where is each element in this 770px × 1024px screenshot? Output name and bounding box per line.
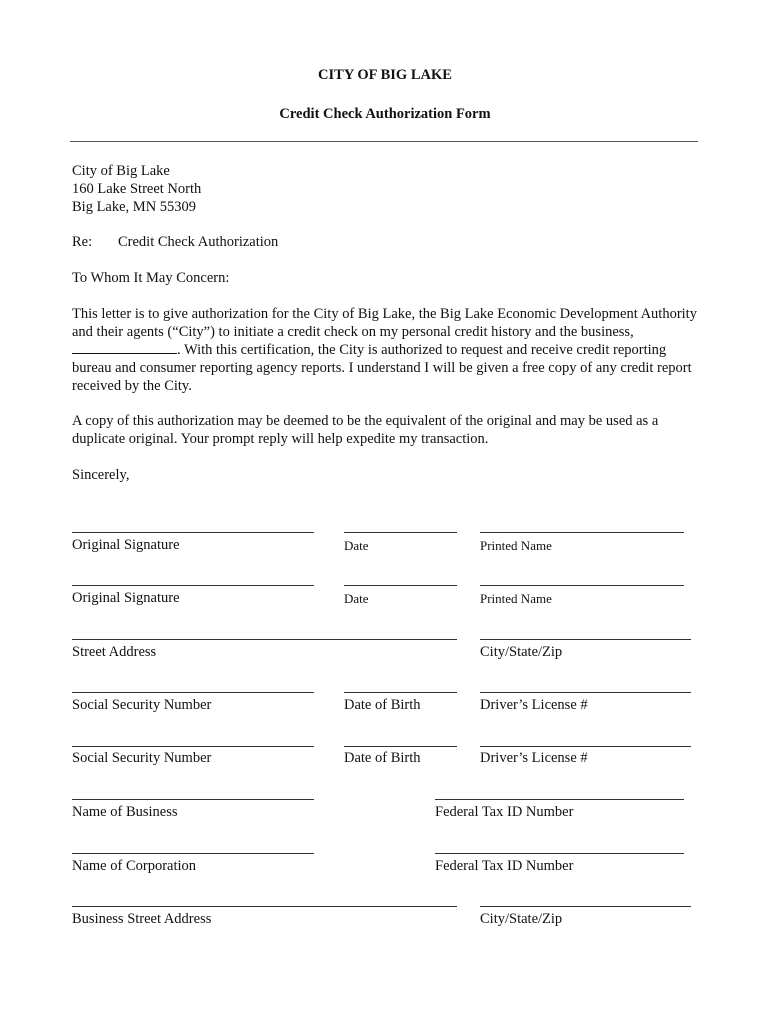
city-state-zip-label-1: City/State/Zip <box>480 644 563 660</box>
city-state-zip-label-2: City/State/Zip <box>480 911 563 927</box>
street-address-line[interactable] <box>72 639 457 640</box>
body-paragraph-2: A copy of this authorization may be deemed to be the equivalent of the original and may be used as a duplicate original. Your prompt reply will help expedite my transaction. <box>72 413 659 447</box>
date-line-2[interactable] <box>344 585 457 586</box>
city-state-zip-line-1[interactable] <box>480 639 691 640</box>
closing: Sincerely, <box>72 467 130 483</box>
salutation: To Whom It May Concern: <box>72 270 230 286</box>
date-label-1: Date <box>344 538 369 553</box>
re-label: Re: <box>72 234 93 250</box>
dob-label-2: Date of Birth <box>344 750 421 766</box>
printed-name-line-1[interactable] <box>480 532 684 533</box>
printed-name-label-1: Printed Name <box>480 538 552 553</box>
form-title: Credit Check Authorization Form <box>279 106 491 122</box>
address-line-3: Big Lake, MN 55309 <box>72 199 197 215</box>
drivers-license-label-1: Driver’s License # <box>480 697 588 713</box>
business-street-address-line[interactable] <box>72 906 457 907</box>
body-paragraph-1-part-2: . With this certification, the City is authorized to request and receive credit reporting bureau and consumer reporting agency reports. I understand I will be given a free copy of any credit report received by the City. <box>72 342 692 394</box>
date-label-2: Date <box>344 591 369 606</box>
business-name-blank[interactable] <box>72 341 177 354</box>
ssn-label-1: Social Security Number <box>72 697 212 713</box>
re-subject: Credit Check Authorization <box>118 234 279 250</box>
original-signature-label-1: Original Signature <box>72 537 180 553</box>
date-line-1[interactable] <box>344 532 457 533</box>
city-state-zip-line-2[interactable] <box>480 906 691 907</box>
federal-tax-id-label-2: Federal Tax ID Number <box>435 858 574 874</box>
original-signature-label-2: Original Signature <box>72 590 180 606</box>
ssn-line-2[interactable] <box>72 746 314 747</box>
ssn-line-1[interactable] <box>72 692 314 693</box>
printed-name-label-2: Printed Name <box>480 591 552 606</box>
street-address-label: Street Address <box>72 644 157 660</box>
printed-name-line-2[interactable] <box>480 585 684 586</box>
drivers-license-label-2: Driver’s License # <box>480 750 588 766</box>
federal-tax-id-line-1[interactable] <box>435 799 684 800</box>
business-street-address-label: Business Street Address <box>72 911 212 927</box>
drivers-license-line-1[interactable] <box>480 692 691 693</box>
dob-line-1[interactable] <box>344 692 457 693</box>
federal-tax-id-line-2[interactable] <box>435 853 684 854</box>
signature-line-2[interactable] <box>72 585 314 586</box>
address-line-2: 160 Lake Street North <box>72 181 202 197</box>
federal-tax-id-label-1: Federal Tax ID Number <box>435 804 574 820</box>
address-line-1: City of Big Lake <box>72 163 170 179</box>
header-divider <box>70 141 698 142</box>
org-name: CITY OF BIG LAKE <box>318 67 452 83</box>
corporation-name-line[interactable] <box>72 853 314 854</box>
dob-label-1: Date of Birth <box>344 697 421 713</box>
body-paragraph-1-part-1: This letter is to give authorization for the City of Big Lake, the Big Lake Economic Development Authority and their agents (“City”) to initiate a credit check on my personal credit history and the business, <box>72 306 697 340</box>
dob-line-2[interactable] <box>344 746 457 747</box>
business-name-line[interactable] <box>72 799 314 800</box>
name-of-corporation-label: Name of Corporation <box>72 858 197 874</box>
signature-line-1[interactable] <box>72 532 314 533</box>
body-paragraph-1 <box>72 305 702 395</box>
drivers-license-line-2[interactable] <box>480 746 691 747</box>
name-of-business-label: Name of Business <box>72 804 178 820</box>
ssn-label-2: Social Security Number <box>72 750 212 766</box>
